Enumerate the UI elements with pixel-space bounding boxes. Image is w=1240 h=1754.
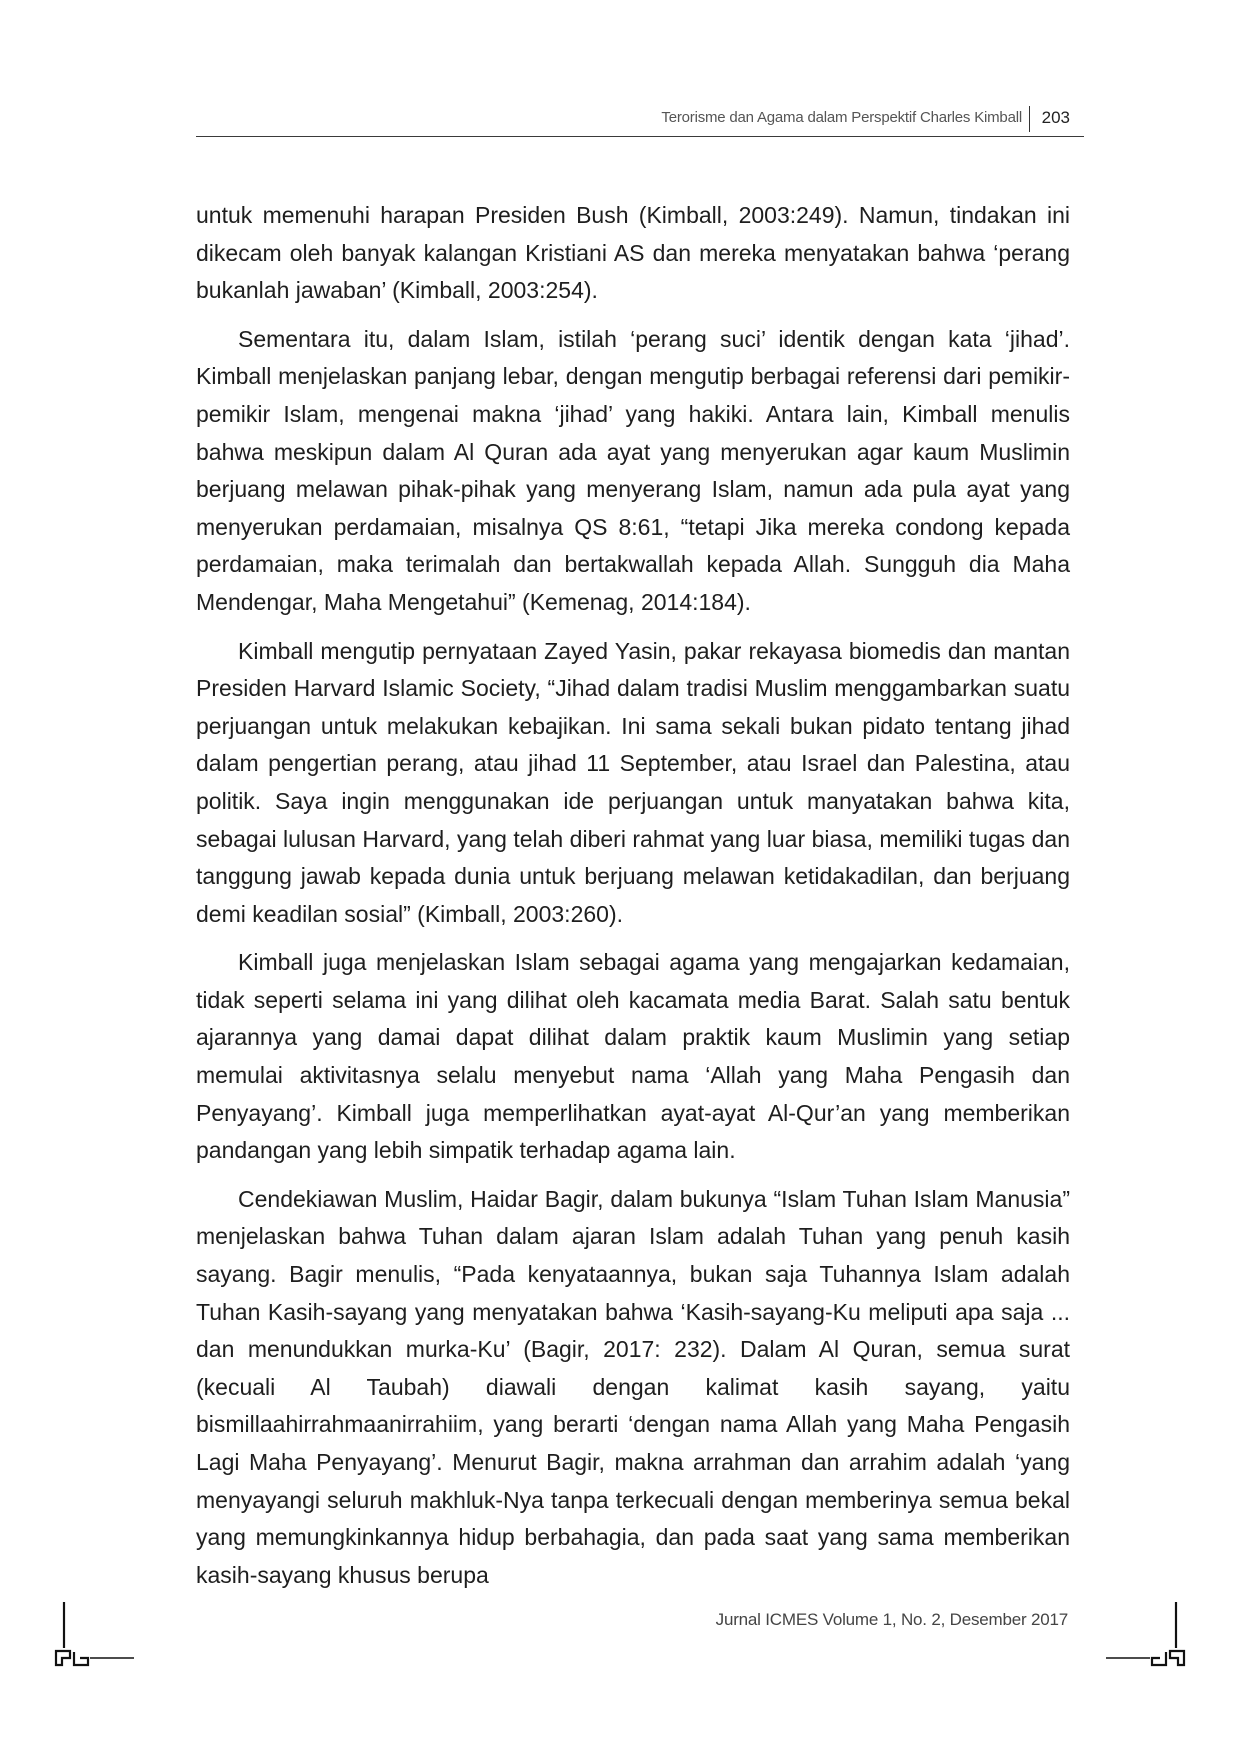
paragraph: Sementara itu, dalam Islam, istilah ‘perang suci’ identik dengan kata ‘jihad’. Kimball menjelaskan panjang lebar, dengan mengutip berbagai referensi dari pemikir-pemikir Islam, mengenai makna ‘jihad’ yang hakiki. Antara lain, Kimball menulis bahwa meskipun dalam Al Quran ada ayat yang menyerukan agar kaum Muslimin berjuang melawan pihak-pihak yang menyerang Islam, namun ada pula ayat yang menyerukan perdamaian, misalnya QS 8:61, “tetapi Jika mereka condong kepada perdamaian, maka terimalah dan bertakwallah kepada Allah. Sungguh dia Maha Mendengar, Maha Mengetahui” (Kemenag, 2014:184). bbox=[196, 325, 1070, 615]
journal-footer: Jurnal ICMES Volume 1, No. 2, Desember 2017 bbox=[715, 1610, 1068, 1629]
paragraph: Kimball mengutip pernyataan Zayed Yasin, pakar rekayasa biomedis dan mantan Presiden Harvard Islamic Society, “Jihad dalam tradisi Muslim menggambarkan suatu perjuangan untuk melakukan kebajikan. Ini sama sekali bukan pidato tentang jihad dalam pengertian perang, atau jihad 11 September, atau Israel dan Palestina, atau politik. Saya ingin menggunakan ide perjuangan untuk manyatakan bahwa kita, sebagai lulusan Harvard, yang telah diberi rahmat yang luar biasa, memiliki tugas dan tanggung jawab kepada dunia untuk berjuang melawan ketidakadilan, dan berjuang demi keadilan sosial” (Kimball, 2003:260). bbox=[196, 637, 1070, 927]
page-number: 203 bbox=[1041, 108, 1070, 127]
running-header bbox=[196, 104, 1084, 137]
article-body bbox=[196, 197, 1070, 1605]
header-divider bbox=[1029, 106, 1030, 132]
corner-ornament-right-icon bbox=[1100, 1598, 1190, 1670]
corner-ornament-left-icon bbox=[50, 1598, 140, 1670]
paragraph: Kimball juga menjelaskan Islam sebagai agama yang mengajarkan kedamaian, tidak seperti selama ini yang dilihat oleh kacamata media Barat. Salah satu bentuk ajarannya yang damai dapat dilihat dalam praktik kaum Muslimin yang setiap memulai aktivitasnya selalu menyebut nama ‘Allah yang Maha Pengasih dan Penyayang’. Kimball juga memperlihatkan ayat-ayat Al-Qur’an yang memberikan pandangan yang lebih simpatik terhadap agama lain. bbox=[196, 949, 1070, 1164]
paragraph: Cendekiawan Muslim, Haidar Bagir, dalam bukunya “Islam Tuhan Islam Manusia” menjelaskan bahwa Tuhan dalam ajaran Islam adalah Tuhan yang penuh kasih sayang. Bagir menulis, “Pada kenyataannya, bukan saja Tuhannya Islam adalah Tuhan Kasih-sayang yang menyatakan bahwa ‘Kasih-sayang-Ku meliputi apa saja ... dan menundukkan murka-Ku’ (Bagir, 2017: 232). Dalam Al Quran, semua surat (kecuali Al Taubah) diawali dengan kalimat kasih sayang, yaitu bismillaahirrahmaanirrahiim, yang berarti ‘dengan nama Allah yang Maha Pengasih Lagi Maha Penyayang’. Menurut Bagir, makna arrahman dan arrahim adalah ‘yang menyayangi seluruh makhluk-Nya tanpa terkecuali dengan memberinya semua bekal yang memungkinkannya hidup berbahagia, dan pada saat yang sama memberikan kasih-sayang khusus berupa bbox=[196, 1185, 1070, 1588]
paragraph-continued: untuk memenuhi harapan Presiden Bush (Kimball, 2003:249). Namun, tindakan ini dikecam oleh banyak kalangan Kristiani AS dan mereka menyatakan bahwa ‘perang bukanlah jawaban’ (Kimball, 2003:254). bbox=[196, 202, 1070, 304]
running-header-title: Terorisme dan Agama dalam Perspektif Charles Kimball bbox=[661, 109, 1022, 126]
